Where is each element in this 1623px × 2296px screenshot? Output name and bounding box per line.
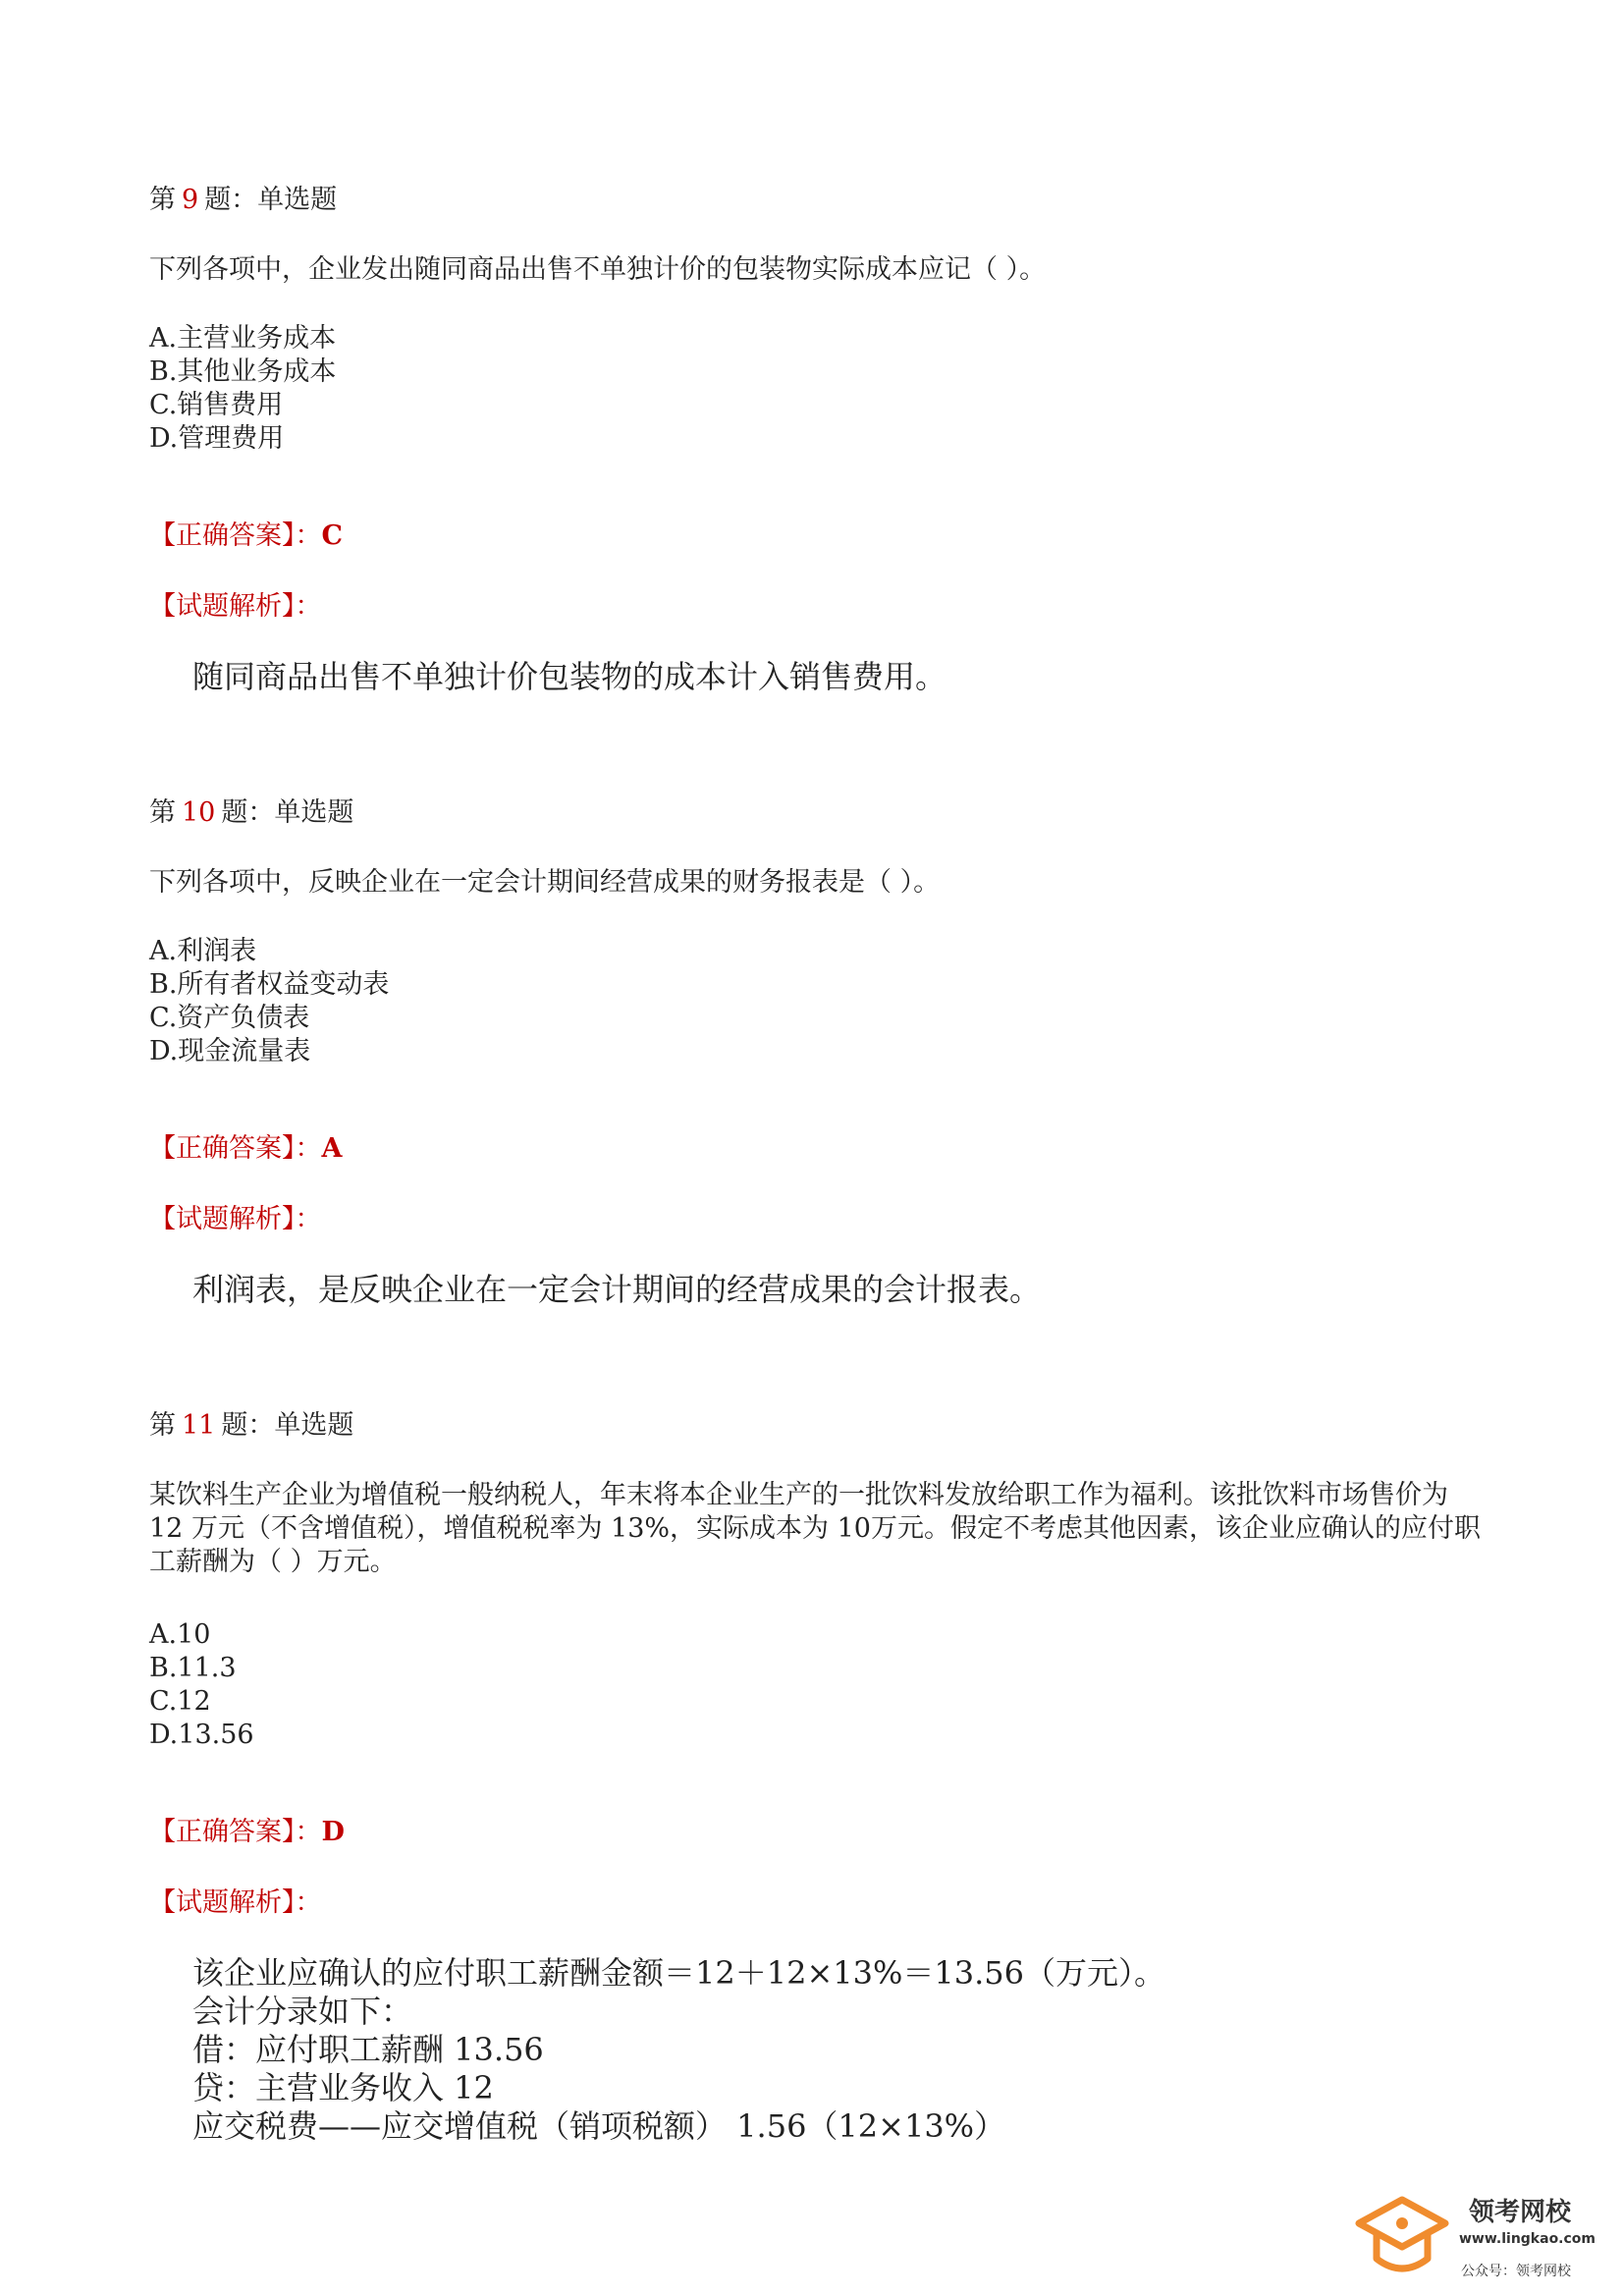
question-type: 题：单选题 <box>221 1410 354 1441</box>
question-11 <box>149 1408 1485 2146</box>
option-d: D.管理费用 <box>149 423 285 454</box>
question-stem: 某饮料生产企业为增值税一般纳税人，年末将本企业生产的一批饮料发放给职工作为福利。该批饮料市场售价为 12 万元（不含增值税），增值税税率为 13%，实际成本为 10万元。假定不考虑其他因素，该企业应确认的应付职工薪酬为（ ）万元。 <box>149 1480 1481 1577</box>
answer-value: C <box>321 520 343 551</box>
analysis-line: 利润表，是反映企业在一定会计期间的经营成果的会计报表。 <box>192 1271 1042 1308</box>
correct-answer <box>149 1815 1485 1850</box>
analysis-line: 应交税费——应交增值税（销项税额） 1.56（12×13%） <box>192 2107 1006 2145</box>
question-header <box>149 795 1485 831</box>
option-list <box>149 1618 1485 1752</box>
analysis-line: 贷：主营业务收入 12 <box>192 2069 494 2106</box>
option-c: C.12 <box>149 1686 211 1717</box>
analysis-body <box>192 1954 1485 2146</box>
answer-label: 【正确答案】： <box>149 520 322 551</box>
analysis-line: 随同商品出售不单独计价包装物的成本计入销售费用。 <box>192 658 947 695</box>
question-header <box>149 1408 1485 1444</box>
analysis-body <box>192 1271 1485 1309</box>
question-prefix: 第 <box>149 1410 176 1441</box>
option-c: C.销售费用 <box>149 390 284 420</box>
option-d: D.现金流量表 <box>149 1036 311 1066</box>
brand-logo <box>1353 2190 1608 2288</box>
analysis-label: 【试题解析】： <box>149 1887 322 1918</box>
question-type: 题：单选题 <box>204 185 338 215</box>
option-list <box>149 322 1485 456</box>
analysis-body <box>192 658 1485 696</box>
option-b: B.所有者权益变动表 <box>149 969 390 1000</box>
option-d: D.13.56 <box>149 1720 254 1750</box>
question-stem: 下列各项中，反映企业在一定会计期间经营成果的财务报表是（ ）。 <box>149 867 941 898</box>
option-a: A.10 <box>149 1619 211 1650</box>
question-header <box>149 183 1485 218</box>
question-10 <box>149 795 1485 1309</box>
question-number: 11 <box>182 1410 216 1441</box>
question-prefix: 第 <box>149 797 176 828</box>
analysis-line: 会计分录如下： <box>192 1993 413 2030</box>
answer-label: 【正确答案】： <box>149 1817 322 1847</box>
option-list <box>149 935 1485 1068</box>
question-prefix: 第 <box>149 185 176 215</box>
correct-answer <box>149 519 1485 554</box>
analysis-label: 【试题解析】： <box>149 1204 322 1234</box>
graduation-cap-icon <box>1353 2194 1451 2282</box>
brand-wechat: 公众号：领考网校 <box>1461 2264 1571 2279</box>
option-b: B.11.3 <box>149 1653 237 1683</box>
brand-name: 领考网校 <box>1469 2198 1572 2227</box>
question-stem: 下列各项中，企业发出随同商品出售不单独计价的包装物实际成本应记（ ）。 <box>149 254 1047 285</box>
analysis-line: 该企业应确认的应付职工薪酬金额＝12＋12×13%＝13.56（万元）。 <box>192 1954 1165 1992</box>
brand-url: www.lingkao.com <box>1459 2231 1596 2247</box>
question-type: 题：单选题 <box>221 797 354 828</box>
question-9 <box>149 183 1485 696</box>
question-number: 9 <box>182 185 199 215</box>
option-a: A.主营业务成本 <box>149 323 337 354</box>
option-c: C.资产负债表 <box>149 1003 310 1033</box>
question-number: 10 <box>182 797 216 828</box>
analysis-line: 借：应付职工薪酬 13.56 <box>192 2031 544 2068</box>
analysis-label: 【试题解析】： <box>149 591 322 622</box>
answer-value: D <box>321 1817 345 1847</box>
option-a: A.利润表 <box>149 936 257 966</box>
option-b: B.其他业务成本 <box>149 356 337 387</box>
correct-answer <box>149 1131 1485 1167</box>
answer-value: A <box>321 1133 343 1164</box>
answer-label: 【正确答案】： <box>149 1133 322 1164</box>
